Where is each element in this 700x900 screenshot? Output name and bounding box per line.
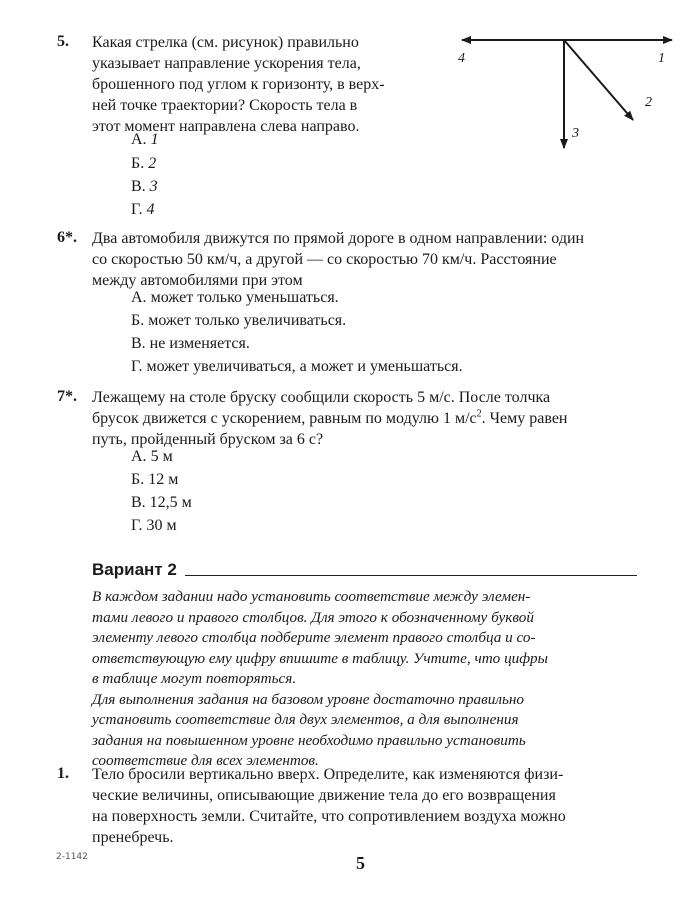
q5-line: брошенного под углом к горизонту, в верх- (92, 76, 385, 93)
q7-number: 7*. (57, 388, 77, 405)
q6-option-a: А. может только уменьшаться. (131, 289, 339, 306)
q7-line: брусок движется с ускорением, равным по модулю 1 $м/с^2$. Чему равен (92, 408, 568, 427)
q7-text (92, 387, 568, 450)
q5-text (92, 32, 385, 137)
q5-line: ней точке траектории? Скорость тела в (92, 97, 358, 114)
q6-option-b: Б. может только увеличиваться. (131, 312, 347, 329)
q1-text (92, 764, 566, 848)
instruction-line: установить соответствие для двух элементов, а для выполнения (92, 711, 519, 728)
q5-line: указывает направление ускорения тела, (92, 55, 361, 72)
variant-title: Вариант 2 (92, 560, 177, 579)
q6-option-c: В. не изменяется. (131, 335, 250, 352)
q6-line: Два автомобиля движутся по прямой дороге в одном направлении: один (92, 230, 585, 247)
q6-option-d: Г. может увеличиваться, а может и уменьшаться. (131, 358, 463, 375)
variant-rule (185, 575, 637, 576)
arrow-label-1: 1 (658, 51, 665, 66)
instruction-line: В каждом задании надо установить соответствие между элемен- (92, 588, 531, 605)
q7-option-d: Г. 30 м (131, 517, 177, 534)
arrow-label-4: 4 (458, 51, 465, 66)
q7-line: Лежащему на столе бруску сообщили скорость 5 м/с. После толчка (92, 389, 551, 406)
q5-number: 5. (57, 33, 69, 50)
q1-line: на поверхность земли. Считайте, что сопротивлением воздуха можно (92, 808, 566, 825)
q6-text (92, 228, 584, 291)
instruction-line: Для выполнения задания на базовом уровне достаточно правильно (92, 690, 524, 708)
q5-line: этот момент направлена слева направо. (92, 118, 360, 135)
q7-option-b: Б. 12 м (131, 471, 179, 488)
instruction-line: элементу левого столбца подберите элемент правого столбца и со- (92, 629, 536, 646)
q6-line: со скоростью 50 км/ч, а другой — со скоростью 70 км/ч. Расстояние (92, 251, 557, 268)
print-code: 2-1142 (56, 852, 88, 862)
q7-option-a: А. 5 м (131, 448, 173, 465)
q1-number: 1. (57, 765, 69, 782)
q5-option-d: Г. 4 (131, 201, 155, 218)
q5-option-a: А. 1 (131, 131, 159, 148)
q1-line: Тело бросили вертикально вверх. Определите, как изменяются физи- (92, 766, 564, 783)
q7-option-c: В. 12,5 м (131, 494, 192, 511)
instruction-line: ответствующую ему цифру впишите в таблицу. Учтите, что цифры (92, 649, 548, 667)
q5-line: Какая стрелка (см. рисунок) правильно (92, 34, 359, 51)
arrow-label-2: 2 (645, 95, 652, 110)
arrow-diagram (440, 25, 680, 160)
q6-line: между автомобилями при этом (92, 272, 303, 289)
q1-line: ческие величины, описывающие движение тела до его возвращения (92, 787, 556, 804)
instruction-line: задания на повышенном уровне необходимо правильно установить (92, 731, 526, 749)
q1-line: пренебречь. (92, 829, 174, 846)
instruction-line: в таблице могут повторяться. (92, 670, 297, 687)
q5-option-b: Б. 2 (131, 155, 157, 172)
q6-number: 6*. (57, 229, 77, 246)
q5-option-c: В. 3 (131, 178, 158, 195)
arrow-2 (564, 40, 633, 120)
variant-instructions (92, 587, 548, 772)
instruction-line: соответствие для всех элементов. (92, 752, 319, 769)
page-number: 5 (356, 853, 365, 873)
instruction-line: тами левого и правого столбцов. Для этого к обозначенному буквой (92, 608, 534, 626)
arrow-label-3: 3 (572, 126, 579, 141)
q7-line: путь, пройденный бруском за 6 с? (92, 431, 324, 448)
